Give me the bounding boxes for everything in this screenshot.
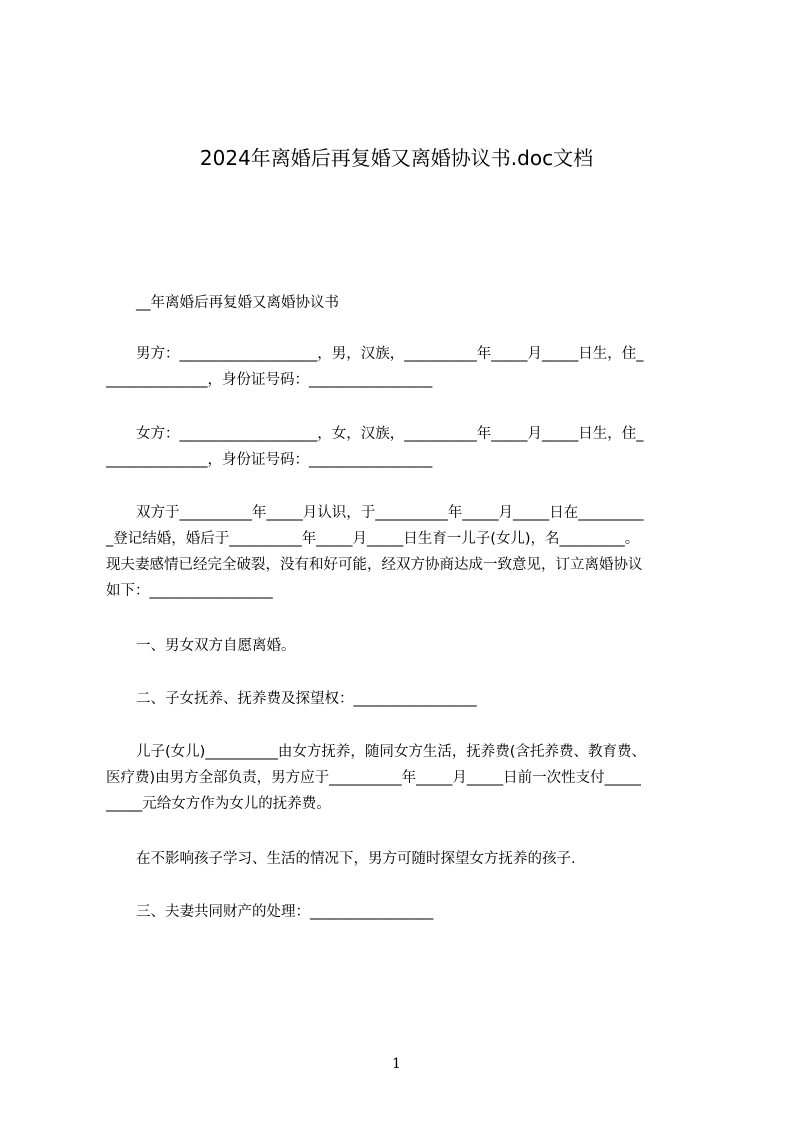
child-support-line-2: 医疗费)由男方全部负责，男方应于__________年_____月_____日前一次性支付_____	[106, 770, 641, 786]
male-party-line-1: 男方：___________________，男，汉族，__________年_____月_____日生，住_	[136, 346, 644, 362]
female-party-line-2: ______________，身份证号码：_________________	[106, 452, 433, 468]
female-party-paragraph	[106, 421, 702, 473]
page-number: 1	[392, 1056, 401, 1072]
clause-3-paragraph	[106, 899, 702, 925]
background-line-3: 现夫妻感情已经完全破裂，没有和好可能，经双方协商达成一致意见，订立离婚协议	[106, 557, 643, 573]
agreement-subtitle	[106, 290, 702, 316]
visitation-text: 在不影响孩子学习、生活的情况下，男方可随时探望女方抚养的孩子.	[136, 851, 576, 867]
clause-1-text: 一、男女双方自愿离婚。	[136, 638, 296, 654]
child-support-line-3: _____元给女方作为女儿的抚养费。	[106, 796, 331, 812]
clause-2-paragraph	[106, 686, 702, 712]
male-party-line-2: ______________，身份证号码：_________________	[106, 372, 433, 388]
background-line-4: 如下：_________________	[106, 583, 273, 599]
background-paragraph	[106, 500, 702, 604]
child-support-line-1: 儿子(女儿)__________由女方抚养，随同女方生活，抚养费(含托养费、教育费、	[136, 744, 646, 760]
female-party-line-1: 女方：___________________，女，汉族，__________年_____月_____日生，住_	[136, 426, 644, 442]
background-line-1: 双方于__________年_____月认识，于__________年_____月_____日在_________	[136, 505, 644, 521]
child-support-paragraph	[106, 739, 702, 817]
male-party-paragraph	[106, 341, 702, 393]
document-title: 2024年离婚后再复婚又离婚协议书.doc文档	[199, 146, 594, 170]
clause-1-paragraph	[106, 633, 702, 659]
clause-2-text: 二、子女抚养、抚养费及探望权：_________________	[136, 691, 477, 707]
background-line-2: _登记结婚，婚后于__________年_____月_____日生育一儿子(女儿)，名_________。	[106, 531, 640, 547]
clause-3-text: 三、夫妻共同财产的处理：_________________	[136, 904, 434, 920]
visitation-paragraph	[106, 846, 702, 872]
subtitle-line: __年离婚后再复婚又离婚协议书	[136, 295, 339, 311]
